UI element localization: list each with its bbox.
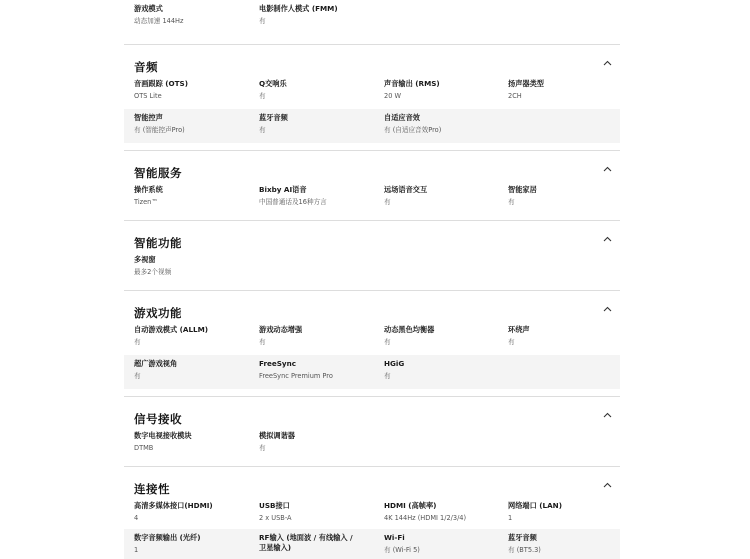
spec-item: [384, 113, 504, 135]
spec-value: 2CH: [508, 92, 522, 100]
spec-value: 有 (智能控声Pro): [134, 126, 185, 134]
spec-label: 自动游戏模式 (ALLM): [134, 325, 209, 334]
spec-value: 最多2个视频: [134, 268, 172, 276]
spec-value: 有 (BT5.3): [508, 546, 541, 554]
spec-label: 远场语音交互: [384, 185, 428, 194]
spec-label: 游戏模式: [134, 4, 163, 13]
chevron-up-icon[interactable]: [603, 482, 612, 488]
spec-value: 有: [259, 17, 266, 25]
spec-row: [124, 427, 620, 461]
spec-label: 网络端口 (LAN): [508, 501, 562, 510]
spec-label: Q交响乐: [259, 79, 287, 88]
spec-value: 中国普通话及16种方言: [259, 198, 327, 206]
spec-label: 蓝牙音频: [259, 113, 288, 122]
spec-value: Tizen™: [134, 198, 158, 206]
spec-item: [134, 431, 254, 453]
spec-item: [134, 501, 254, 523]
spec-item: [259, 185, 379, 207]
spec-value: 有 (Wi-Fi 5): [384, 546, 420, 554]
spec-item: [384, 185, 504, 207]
spec-item: [259, 325, 379, 347]
spec-item: [508, 79, 628, 101]
spec-label: 数字电视接收模块: [134, 431, 192, 440]
spec-label: 数字音频输出 (光纤): [134, 533, 201, 542]
section-smart-service: [124, 150, 620, 221]
spec-item: [134, 79, 254, 101]
spec-value: 1: [508, 514, 513, 522]
spec-item: [384, 79, 504, 101]
spec-item: [259, 533, 379, 553]
spec-value: 4K 144Hz (HDMI 1/2/3/4): [384, 514, 467, 522]
section-title: 信号接收: [134, 412, 182, 426]
chevron-up-icon[interactable]: [603, 306, 612, 312]
section-title: 智能服务: [134, 166, 182, 180]
spec-item: [259, 501, 379, 523]
spec-label: 多视窗: [134, 255, 156, 264]
spec-label: 操作系统: [134, 185, 163, 194]
spec-label: 电影制作人模式 (FMM): [259, 4, 338, 13]
spec-label: HGiG: [384, 359, 405, 368]
spec-item: [508, 533, 628, 555]
spec-value: 动态加速 144Hz: [134, 17, 184, 25]
spec-value: FreeSync Premium Pro: [259, 372, 333, 380]
spec-label: 音画跟踪 (OTS): [134, 79, 189, 88]
section-title: 游戏功能: [134, 306, 182, 320]
spec-item: [384, 533, 504, 555]
spec-row: [124, 181, 620, 215]
section-title: 音频: [134, 60, 158, 74]
spec-item: [384, 325, 504, 347]
spec-item: [134, 255, 254, 277]
spec-row: [124, 109, 620, 143]
spec-value: 1: [134, 546, 139, 554]
spec-value: 有: [259, 126, 266, 134]
section-title: 连接性: [134, 482, 170, 496]
spec-label: FreeSync: [259, 359, 296, 368]
spec-item: [259, 79, 379, 101]
spec-value: 有: [259, 338, 266, 346]
spec-item: [134, 185, 254, 207]
spec-label: 声音输出 (RMS): [384, 79, 440, 88]
spec-value: 有: [384, 198, 391, 206]
section-game-features: [124, 290, 620, 397]
spec-item: [134, 325, 254, 347]
chevron-up-icon[interactable]: [603, 60, 612, 66]
spec-item: [259, 431, 379, 453]
spec-item-fmm: [259, 4, 379, 26]
spec-item: [384, 359, 504, 381]
spec-item: [134, 359, 254, 381]
spec-value: DTMB: [134, 444, 154, 452]
section-connectivity: [124, 466, 620, 559]
spec-value: 2 x USB-A: [259, 514, 292, 522]
section-audio: [124, 44, 620, 151]
section-display-tail: [124, 0, 620, 44]
spec-item: [508, 185, 628, 207]
spec-label: 自适应音效: [384, 113, 420, 122]
spec-label: 环绕声: [508, 325, 530, 334]
spec-label: 扬声器类型: [508, 79, 544, 88]
spec-row: [124, 251, 620, 285]
spec-item: [134, 533, 254, 555]
spec-item: [259, 359, 379, 381]
section-signal: [124, 396, 620, 467]
chevron-up-icon[interactable]: [603, 166, 612, 172]
spec-label: 动态黑色均衡器: [384, 325, 435, 334]
spec-label: Bixby AI语音: [259, 185, 307, 194]
spec-value: 有: [384, 338, 391, 346]
spec-value: OTS Lite: [134, 92, 162, 100]
spec-item-game-mode: [134, 4, 254, 26]
spec-row: [124, 75, 620, 109]
spec-label: 蓝牙音频: [508, 533, 537, 542]
spec-value: 4: [134, 514, 139, 522]
spec-label: 智能家居: [508, 185, 537, 194]
chevron-up-icon[interactable]: [603, 236, 612, 242]
spec-item: [384, 501, 504, 523]
spec-value: 有: [384, 372, 391, 380]
spec-value: 有: [259, 444, 266, 452]
spec-item: [259, 113, 379, 135]
spec-value: 有 (自适应音效Pro): [384, 126, 442, 134]
spec-value: 有: [259, 92, 266, 100]
spec-label: RF输入 (地面波 / 有线输入 / 卫星输入): [259, 533, 353, 552]
spec-row: [124, 321, 620, 355]
spec-row: [124, 497, 620, 531]
spec-row: [124, 529, 620, 559]
spec-label: 模拟调谐器: [259, 431, 295, 440]
spec-label: 超广游戏视角: [134, 359, 178, 368]
spec-row: [124, 355, 620, 389]
spec-value: 有: [508, 338, 515, 346]
spec-value: 有: [508, 198, 515, 206]
section-title: 智能功能: [134, 236, 182, 250]
spec-item: [134, 113, 254, 135]
spec-label: Wi-Fi: [384, 533, 405, 542]
spec-row: [124, 0, 620, 34]
spec-label: 游戏动态增强: [259, 325, 303, 334]
spec-label: USB接口: [259, 501, 290, 510]
spec-label: 智能控声: [134, 113, 163, 122]
spec-value: 有: [134, 372, 141, 380]
spec-item: [508, 325, 628, 347]
spec-label: HDMI (高帧率): [384, 501, 437, 510]
spec-label: 高清多媒体接口(HDMI): [134, 501, 213, 510]
spec-value: 20 W: [384, 92, 402, 100]
spec-item: [508, 501, 628, 523]
spec-value: 有: [134, 338, 141, 346]
section-smart-features: [124, 220, 620, 291]
chevron-up-icon[interactable]: [603, 412, 612, 418]
